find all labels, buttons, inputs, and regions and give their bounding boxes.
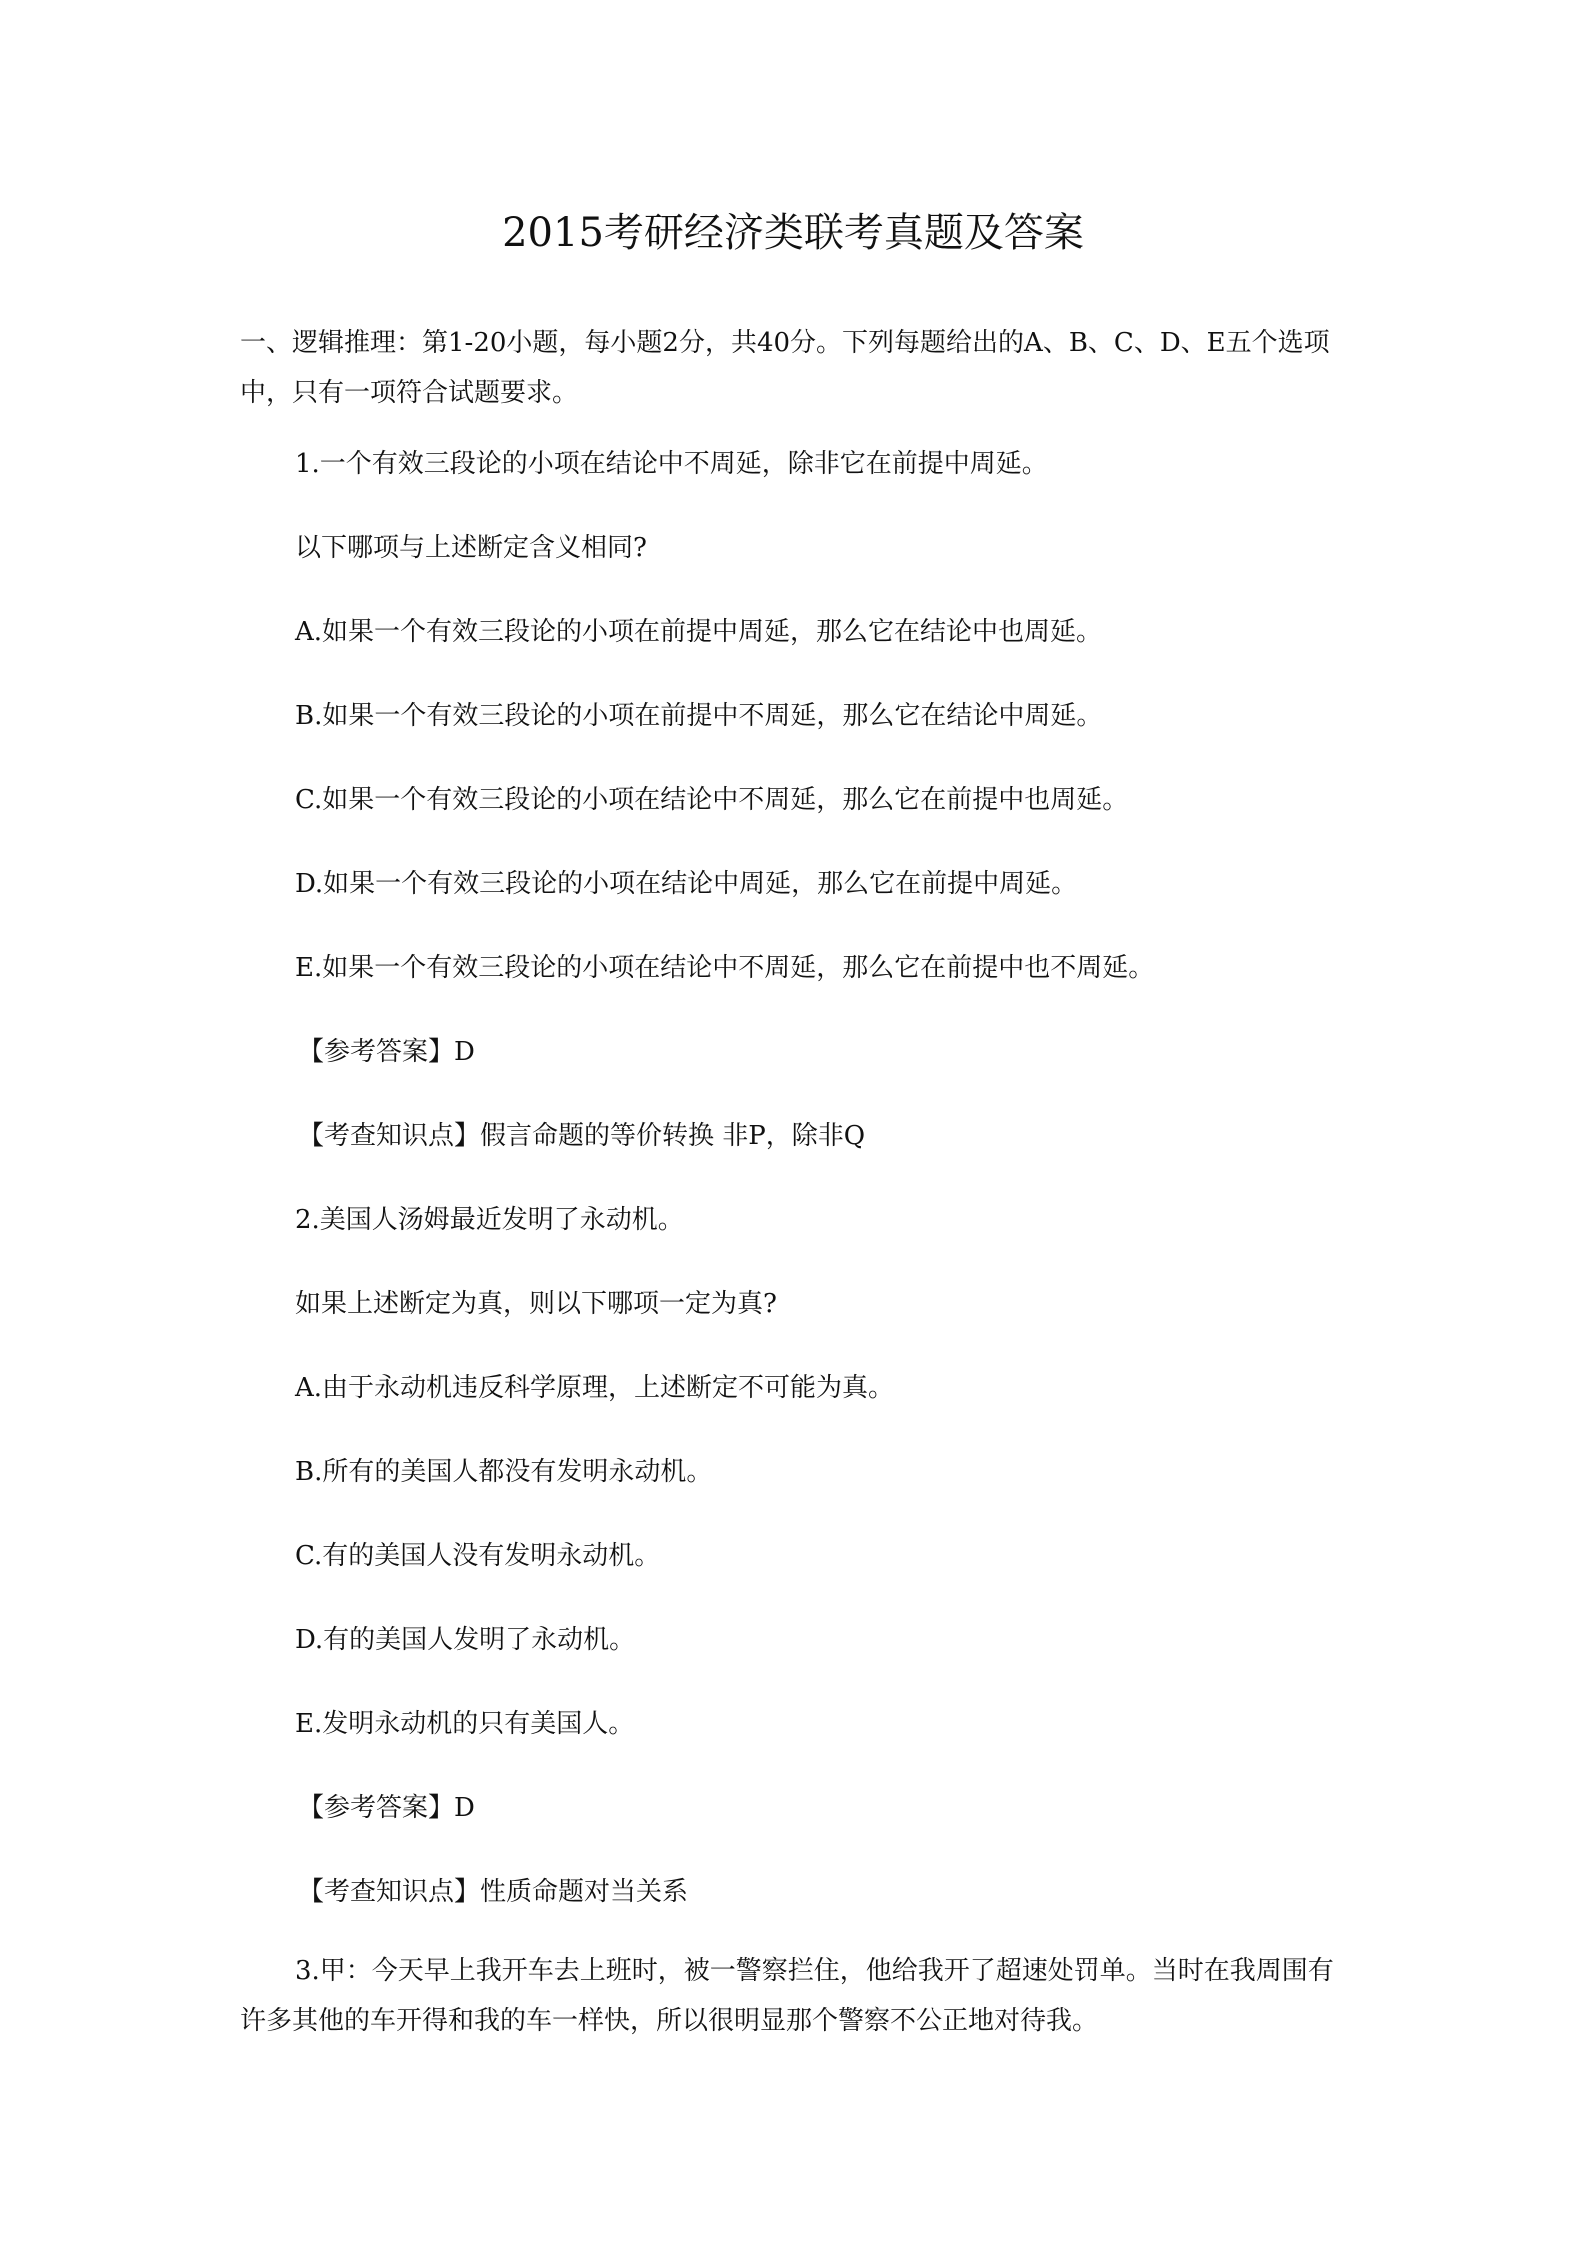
q1-option-d: D.如果一个有效三段论的小项在结论中周延，那么它在前提中周延。 xyxy=(295,869,1078,899)
q2-question: 如果上述断定为真，则以下哪项一定为真? xyxy=(295,1289,777,1319)
q2-option-d: D.有的美国人发明了永动机。 xyxy=(295,1625,636,1655)
q2-knowledge-point: 【考查知识点】性质命题对当关系 xyxy=(298,1877,689,1907)
q2-option-e: E.发明永动机的只有美国人。 xyxy=(295,1709,635,1739)
q1-answer: 【参考答案】D xyxy=(298,1037,475,1067)
q1-knowledge-point: 【考查知识点】假言命题的等价转换 非P，除非Q xyxy=(298,1121,866,1151)
q2-option-b: B.所有的美国人都没有发明永动机。 xyxy=(295,1457,713,1487)
q2-option-c: C.有的美国人没有发明永动机。 xyxy=(295,1541,661,1571)
q3-stem: 3.甲：今天早上我开车去上班时，被一警察拦住，他给我开了超速处罚单。当时在我周围有许多其他的车开得和我的车一样快，所以很明显那个警察不公正地对待我。 xyxy=(240,1956,1334,2036)
q2-option-a: A.由于永动机违反科学原理，上述断定不可能为真。 xyxy=(295,1373,895,1403)
q1-stem: 1.一个有效三段论的小项在结论中不周延，除非它在前提中周延。 xyxy=(295,449,1048,479)
document-title: 2015考研经济类联考真题及答案 xyxy=(502,210,1084,256)
q1-option-a: A.如果一个有效三段论的小项在前提中周延，那么它在结论中也周延。 xyxy=(295,617,1103,647)
q2-answer: 【参考答案】D xyxy=(298,1793,475,1823)
section-intro: 一、逻辑推理：第1-20小题，每小题2分，共40分。下列每题给出的A、B、C、D、E五个选项中，只有一项符合试题要求。 xyxy=(240,328,1330,408)
q1-option-e: E.如果一个有效三段论的小项在结论中不周延，那么它在前提中也不周延。 xyxy=(295,953,1155,983)
q1-option-b: B.如果一个有效三段论的小项在前提中不周延，那么它在结论中周延。 xyxy=(295,701,1103,731)
q1-question: 以下哪项与上述断定含义相同? xyxy=(295,533,647,563)
q1-option-c: C.如果一个有效三段论的小项在结论中不周延，那么它在前提中也周延。 xyxy=(295,785,1129,815)
q2-stem: 2.美国人汤姆最近发明了永动机。 xyxy=(295,1205,684,1235)
